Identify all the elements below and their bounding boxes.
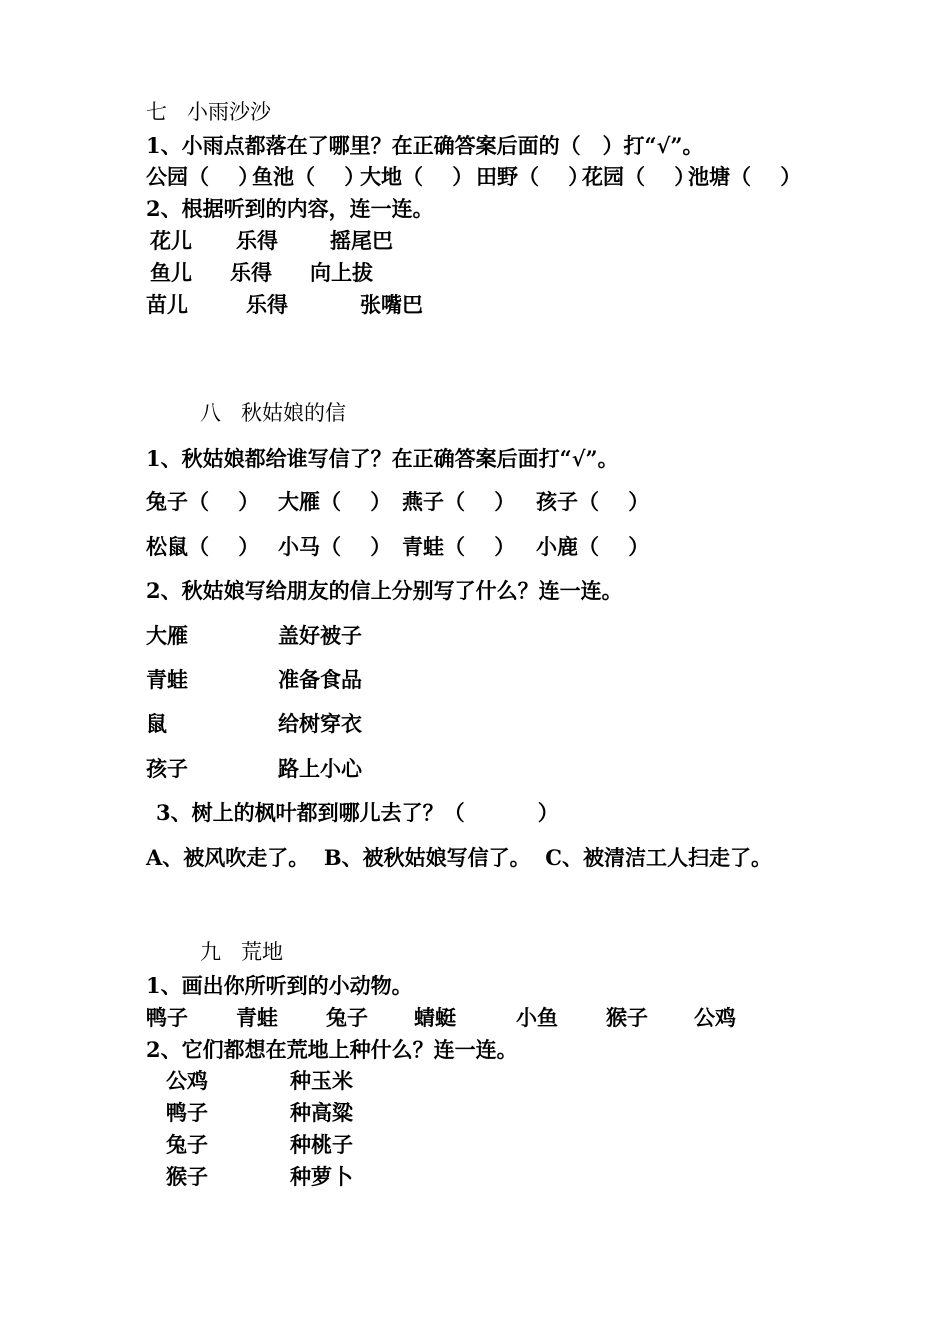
option-land[interactable]: 大地（ ） <box>360 164 474 189</box>
s8-q3-options[interactable]: A、被风吹走了。 B、被秋姑娘写信了。 C、被清洁工人扫走了。 <box>146 845 772 870</box>
match-right[interactable]: 种桃子 <box>290 1132 353 1157</box>
animal-frog[interactable]: 青蛙 <box>236 1005 278 1030</box>
s8-q1-row-2 <box>146 536 666 560</box>
s9-question-2: 2、它们都想在荒地上种什么？连一连。 <box>146 1037 518 1062</box>
section-7-title: 七 小雨沙沙 <box>146 100 272 124</box>
option-wild-goose[interactable]: 大雁（ ） <box>278 489 392 514</box>
s9-match-row <box>146 1102 386 1126</box>
s9-question-1: 1、画出你所听到的小动物。 <box>146 973 413 998</box>
animal-monkey[interactable]: 猴子 <box>606 1005 648 1030</box>
match-right[interactable]: 路上小心 <box>278 756 362 781</box>
match-left[interactable]: 孩子 <box>146 756 188 781</box>
match-middle[interactable]: 乐得 <box>246 292 288 317</box>
match-left[interactable]: 公鸡 <box>166 1068 208 1093</box>
s8-question-2: 2、秋姑娘写给朋友的信上分别写了什么？连一连。 <box>146 578 623 603</box>
section-9-title: 九 荒地 <box>200 940 284 964</box>
s7-question-2: 2、根据听到的内容，连一连。 <box>146 196 434 221</box>
match-right[interactable]: 种萝卜 <box>290 1164 353 1189</box>
match-left[interactable]: 猴子 <box>166 1164 208 1189</box>
option-child[interactable]: 孩子（ ） <box>536 489 650 514</box>
match-right[interactable]: 向上拔 <box>310 260 373 285</box>
s8-match-row <box>146 669 406 693</box>
s8-question-3: 3、树上的枫叶都到哪儿去了？（ ） <box>156 800 559 825</box>
option-fawn[interactable]: 小鹿（ ） <box>536 534 650 559</box>
option-squirrel[interactable]: 松鼠（ ） <box>146 534 260 559</box>
match-right[interactable]: 给树穿衣 <box>278 711 362 736</box>
match-right[interactable]: 种玉米 <box>290 1068 353 1093</box>
animal-rabbit[interactable]: 兔子 <box>326 1005 368 1030</box>
s7-match-row <box>146 294 466 318</box>
s8-match-row <box>146 713 406 737</box>
animal-rooster[interactable]: 公鸡 <box>694 1005 736 1030</box>
option-frog[interactable]: 青蛙（ ） <box>402 534 516 559</box>
match-right[interactable]: 盖好被子 <box>278 623 362 648</box>
match-right[interactable]: 种高粱 <box>290 1100 353 1125</box>
match-left[interactable]: 大雁 <box>146 623 188 648</box>
match-left[interactable]: 兔子 <box>166 1132 208 1157</box>
s9-match-row <box>146 1070 386 1094</box>
match-right[interactable]: 摇尾巴 <box>330 228 393 253</box>
s7-match-row <box>146 262 466 286</box>
option-garden[interactable]: 花园（ ） <box>582 164 696 189</box>
match-left[interactable]: 鱼儿 <box>150 260 192 285</box>
option-swallow[interactable]: 燕子（ ） <box>402 489 516 514</box>
s7-question-1: 1、小雨点都落在了哪里？在正确答案后面的（ ）打“√”。 <box>146 133 704 158</box>
section-8-title: 八 秋姑娘的信 <box>200 401 347 425</box>
option-field[interactable]: 田野（ ） <box>476 164 590 189</box>
s9-match-row <box>146 1166 386 1190</box>
s7-match-row <box>146 230 466 254</box>
option-fishpond[interactable]: 鱼池（ ） <box>252 164 366 189</box>
s9-animal-list <box>146 1007 766 1031</box>
match-left[interactable]: 苗儿 <box>146 292 188 317</box>
s8-match-row <box>146 758 406 782</box>
animal-small-fish[interactable]: 小鱼 <box>516 1005 558 1030</box>
s7-q1-options <box>146 166 806 190</box>
match-middle[interactable]: 乐得 <box>236 228 278 253</box>
s9-match-row <box>146 1134 386 1158</box>
animal-dragonfly[interactable]: 蜻蜓 <box>414 1005 456 1030</box>
option-rabbit[interactable]: 兔子（ ） <box>146 489 260 514</box>
match-right[interactable]: 准备食品 <box>278 667 362 692</box>
s8-match-row <box>146 625 406 649</box>
animal-duck[interactable]: 鸭子 <box>146 1005 188 1030</box>
s8-question-1: 1、秋姑娘都给谁写信了？在正确答案后面打“√”。 <box>146 446 619 471</box>
match-left[interactable]: 青蛙 <box>146 667 188 692</box>
match-left[interactable]: 鸭子 <box>166 1100 208 1125</box>
match-middle[interactable]: 乐得 <box>230 260 272 285</box>
option-park[interactable]: 公园（ ） <box>146 164 260 189</box>
match-left[interactable]: 鼠 <box>146 711 167 736</box>
s8-q1-row-1 <box>146 491 666 515</box>
match-left[interactable]: 花儿 <box>150 228 192 253</box>
match-right[interactable]: 张嘴巴 <box>360 292 423 317</box>
option-pony[interactable]: 小马（ ） <box>278 534 392 559</box>
option-pond[interactable]: 池塘（ ） <box>688 164 802 189</box>
